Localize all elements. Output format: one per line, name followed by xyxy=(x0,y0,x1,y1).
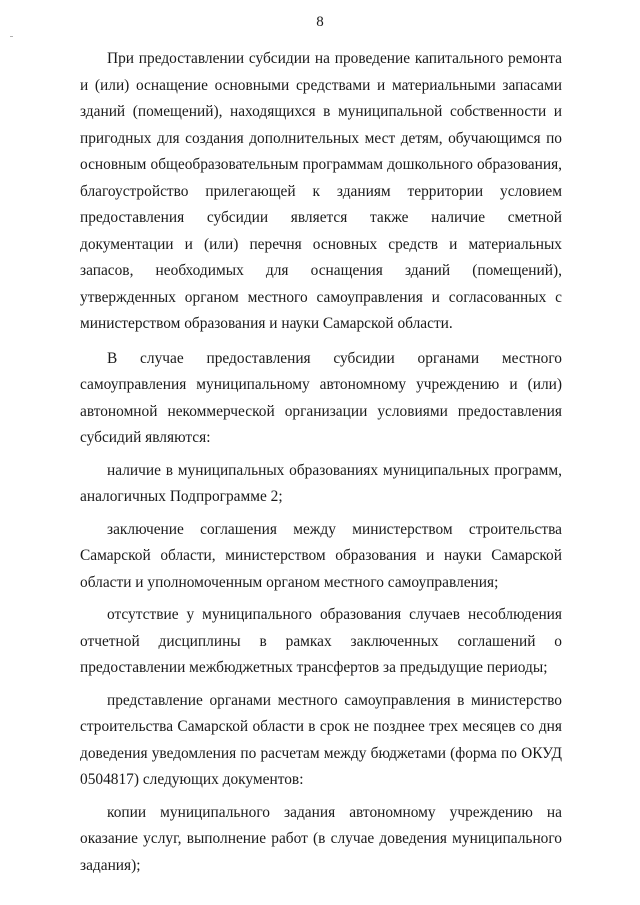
paragraph-agreement: заключение соглашения между министерством строительства Самарской области, министерством образования и науки Самарской области и уполномоченным органом местного самоуправления; xyxy=(80,520,562,591)
scan-margin-mark xyxy=(10,36,13,37)
page-number: 8 xyxy=(316,14,324,30)
paragraph-capital-repair-condition: При предоставлении субсидии на проведение капитального ремонта и (или) оснащение основными средствами и материальными запасами зданий (помещений), находящихся в муниципальной собственности и пригодных для создания дополнительных мест детям, обучающимся по основным общеобразовательным программам дошкольного образования, благоустройство прилегающей к зданиям территории условием предоставления субсидии является также наличие сметной документации и (или) перечня основных средств и материальных запасов, необходимых для оснащения зданий (помещений), утвержденных органом местного самоуправления и согласованных с министерством образования и науки Самарской области. xyxy=(80,50,562,332)
paragraph-municipal-task-copies: копии муниципального задания автономному учреждению на оказание услуг, выполнение работ (в случае доведения муниципального задания); xyxy=(80,803,562,874)
paragraph-municipal-programs: наличие в муниципальных образованиях муниципальных программ, аналогичных Подпрограмме 2; xyxy=(80,461,562,505)
paragraph-reporting-discipline: отсутствие у муниципального образования случаев несоблюдения отчетной дисциплины в рамках заключенных соглашений о предоставлении межбюджетных трансфертов за предыдущие периоды; xyxy=(80,606,562,676)
document-body xyxy=(80,46,562,885)
paragraph-autonomous-institution-conditions: В случае предоставления субсидии органами местного самоуправления муниципальному автономному учреждению и (или) автономной некоммерческой организации условиями предоставления субсидий являются: xyxy=(80,349,562,446)
paragraph-documents-submission: представление органами местного самоуправления в министерство строительства Самарской области в срок не позднее трех месяцев со дня доведения уведомления по расчетам между бюджетами (форма по ОКУД 0504817) следующих документов: xyxy=(80,691,562,788)
